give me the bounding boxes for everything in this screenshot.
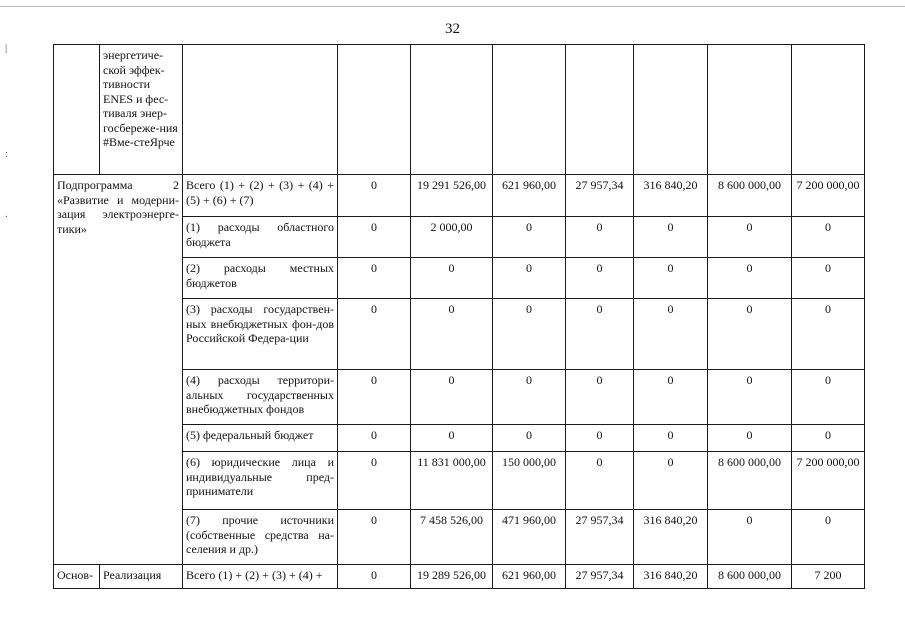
table-cell: 0 [338, 425, 411, 452]
table-cell: 19 289 526,00 [411, 565, 493, 589]
table-cell: 0 [411, 258, 493, 299]
table-cell: 0 [566, 299, 634, 370]
table-cell: 8 600 000,00 [708, 175, 792, 217]
table-cell: Реализация [100, 565, 183, 589]
table-cell: 7 200 000,00 [792, 452, 865, 510]
table-cell: 0 [493, 258, 566, 299]
table-cell: (2) расходы местных бюджетов [183, 258, 338, 299]
table-cell: 0 [338, 565, 411, 589]
table-cell: 471 960,00 [493, 510, 566, 565]
table-cell: 0 [338, 175, 411, 217]
table-cell: 2 000,00 [411, 217, 493, 258]
table-cell: 11 831 000,00 [411, 452, 493, 510]
table-cell: 8 600 000,00 [708, 565, 792, 589]
table-cell: (6) юридические лица и индивидуальные пред-приниматели [183, 452, 338, 510]
table-cell [338, 45, 411, 175]
table-cell: 0 [792, 425, 865, 452]
table-cell: 8 600 000,00 [708, 452, 792, 510]
page-number: 32 [445, 21, 460, 37]
table-cell: 0 [411, 425, 493, 452]
margin-mark: : [5, 148, 9, 160]
table-cell: 0 [792, 510, 865, 565]
table-cell: 27 957,34 [566, 175, 634, 217]
table-cell [183, 45, 338, 175]
table-cell: 0 [634, 370, 708, 425]
table-cell: 0 [338, 217, 411, 258]
table-cell: 0 [566, 425, 634, 452]
table-cell: 7 200 000,00 [792, 175, 865, 217]
table-cell: 0 [411, 370, 493, 425]
table-cell: 0 [493, 217, 566, 258]
table-cell: 0 [792, 217, 865, 258]
subprogram-cell: Подпрограмма 2 «Развитие и модерни-зация электроэнерге-тики» [54, 175, 183, 565]
table-cell [411, 45, 493, 175]
table-cell: 0 [634, 452, 708, 510]
table-cell [634, 45, 708, 175]
table-cell [708, 45, 792, 175]
table-cell [493, 45, 566, 175]
table-cell: 316 840,20 [634, 565, 708, 589]
table-cell: 0 [634, 425, 708, 452]
table-cell [566, 45, 634, 175]
table-cell: Всего (1) + (2) + (3) + (4) + [183, 565, 338, 589]
budget-table [53, 44, 865, 589]
top-rule [0, 6, 905, 7]
table-cell: (1) расходы областного бюджета [183, 217, 338, 258]
table-cell [792, 45, 865, 175]
table-cell: 0 [708, 370, 792, 425]
table-cell: 0 [493, 425, 566, 452]
table-cell: 150 000,00 [493, 452, 566, 510]
table-cell: 7 200 [792, 565, 865, 589]
table-cell: 0 [792, 299, 865, 370]
table-cell: (4) расходы территори-альных государственных внебюджетных фондов [183, 370, 338, 425]
table-cell: 27 957,34 [566, 565, 634, 589]
table-row [54, 175, 865, 217]
table-cell: (7) прочие источники (собственные средства на-селения и др.) [183, 510, 338, 565]
table-cell: 621 960,00 [493, 565, 566, 589]
table-row [54, 45, 865, 175]
table-cell: 7 458 526,00 [411, 510, 493, 565]
table-cell: Основ- [54, 565, 100, 589]
table-cell: 0 [493, 370, 566, 425]
table-cell: Всего (1) + (2) + (3) + (4) + (5) + (6) + (7) [183, 175, 338, 217]
table-cell: 0 [708, 258, 792, 299]
table-cell: 27 957,34 [566, 510, 634, 565]
table-cell: 0 [634, 258, 708, 299]
margin-mark: | [5, 42, 8, 54]
table-cell [54, 45, 100, 175]
table-cell: 0 [792, 258, 865, 299]
table-cell: 0 [338, 299, 411, 370]
table-cell: 0 [566, 217, 634, 258]
table-cell: 316 840,20 [634, 175, 708, 217]
table-cell: 0 [708, 299, 792, 370]
table-cell: 0 [338, 258, 411, 299]
table-cell: 0 [338, 510, 411, 565]
table-cell: 0 [493, 299, 566, 370]
table-cell: 0 [708, 425, 792, 452]
table-cell: 621 960,00 [493, 175, 566, 217]
table-cell: 0 [566, 258, 634, 299]
table-cell: 0 [792, 370, 865, 425]
table-cell: 19 291 526,00 [411, 175, 493, 217]
table-cell: (3) расходы государствен-ных внебюджетных фон-дов Российской Федера-ции [183, 299, 338, 370]
table-cell: 0 [338, 370, 411, 425]
table-cell: 0 [634, 299, 708, 370]
table-cell: (5) федеральный бюджет [183, 425, 338, 452]
table-cell: энергетиче-ской эффек-тивности ENES и фес-тиваля энер-госбереже-ния #Вме-стеЯрче [100, 45, 183, 175]
table-cell: 316 840,20 [634, 510, 708, 565]
table-cell: 0 [708, 510, 792, 565]
table-cell: 0 [634, 217, 708, 258]
table-cell: 0 [411, 299, 493, 370]
table-cell: 0 [566, 370, 634, 425]
table-cell: 0 [566, 452, 634, 510]
table-cell: 0 [338, 452, 411, 510]
table-row [54, 565, 865, 589]
margin-mark: . [5, 208, 8, 220]
table-cell: 0 [708, 217, 792, 258]
